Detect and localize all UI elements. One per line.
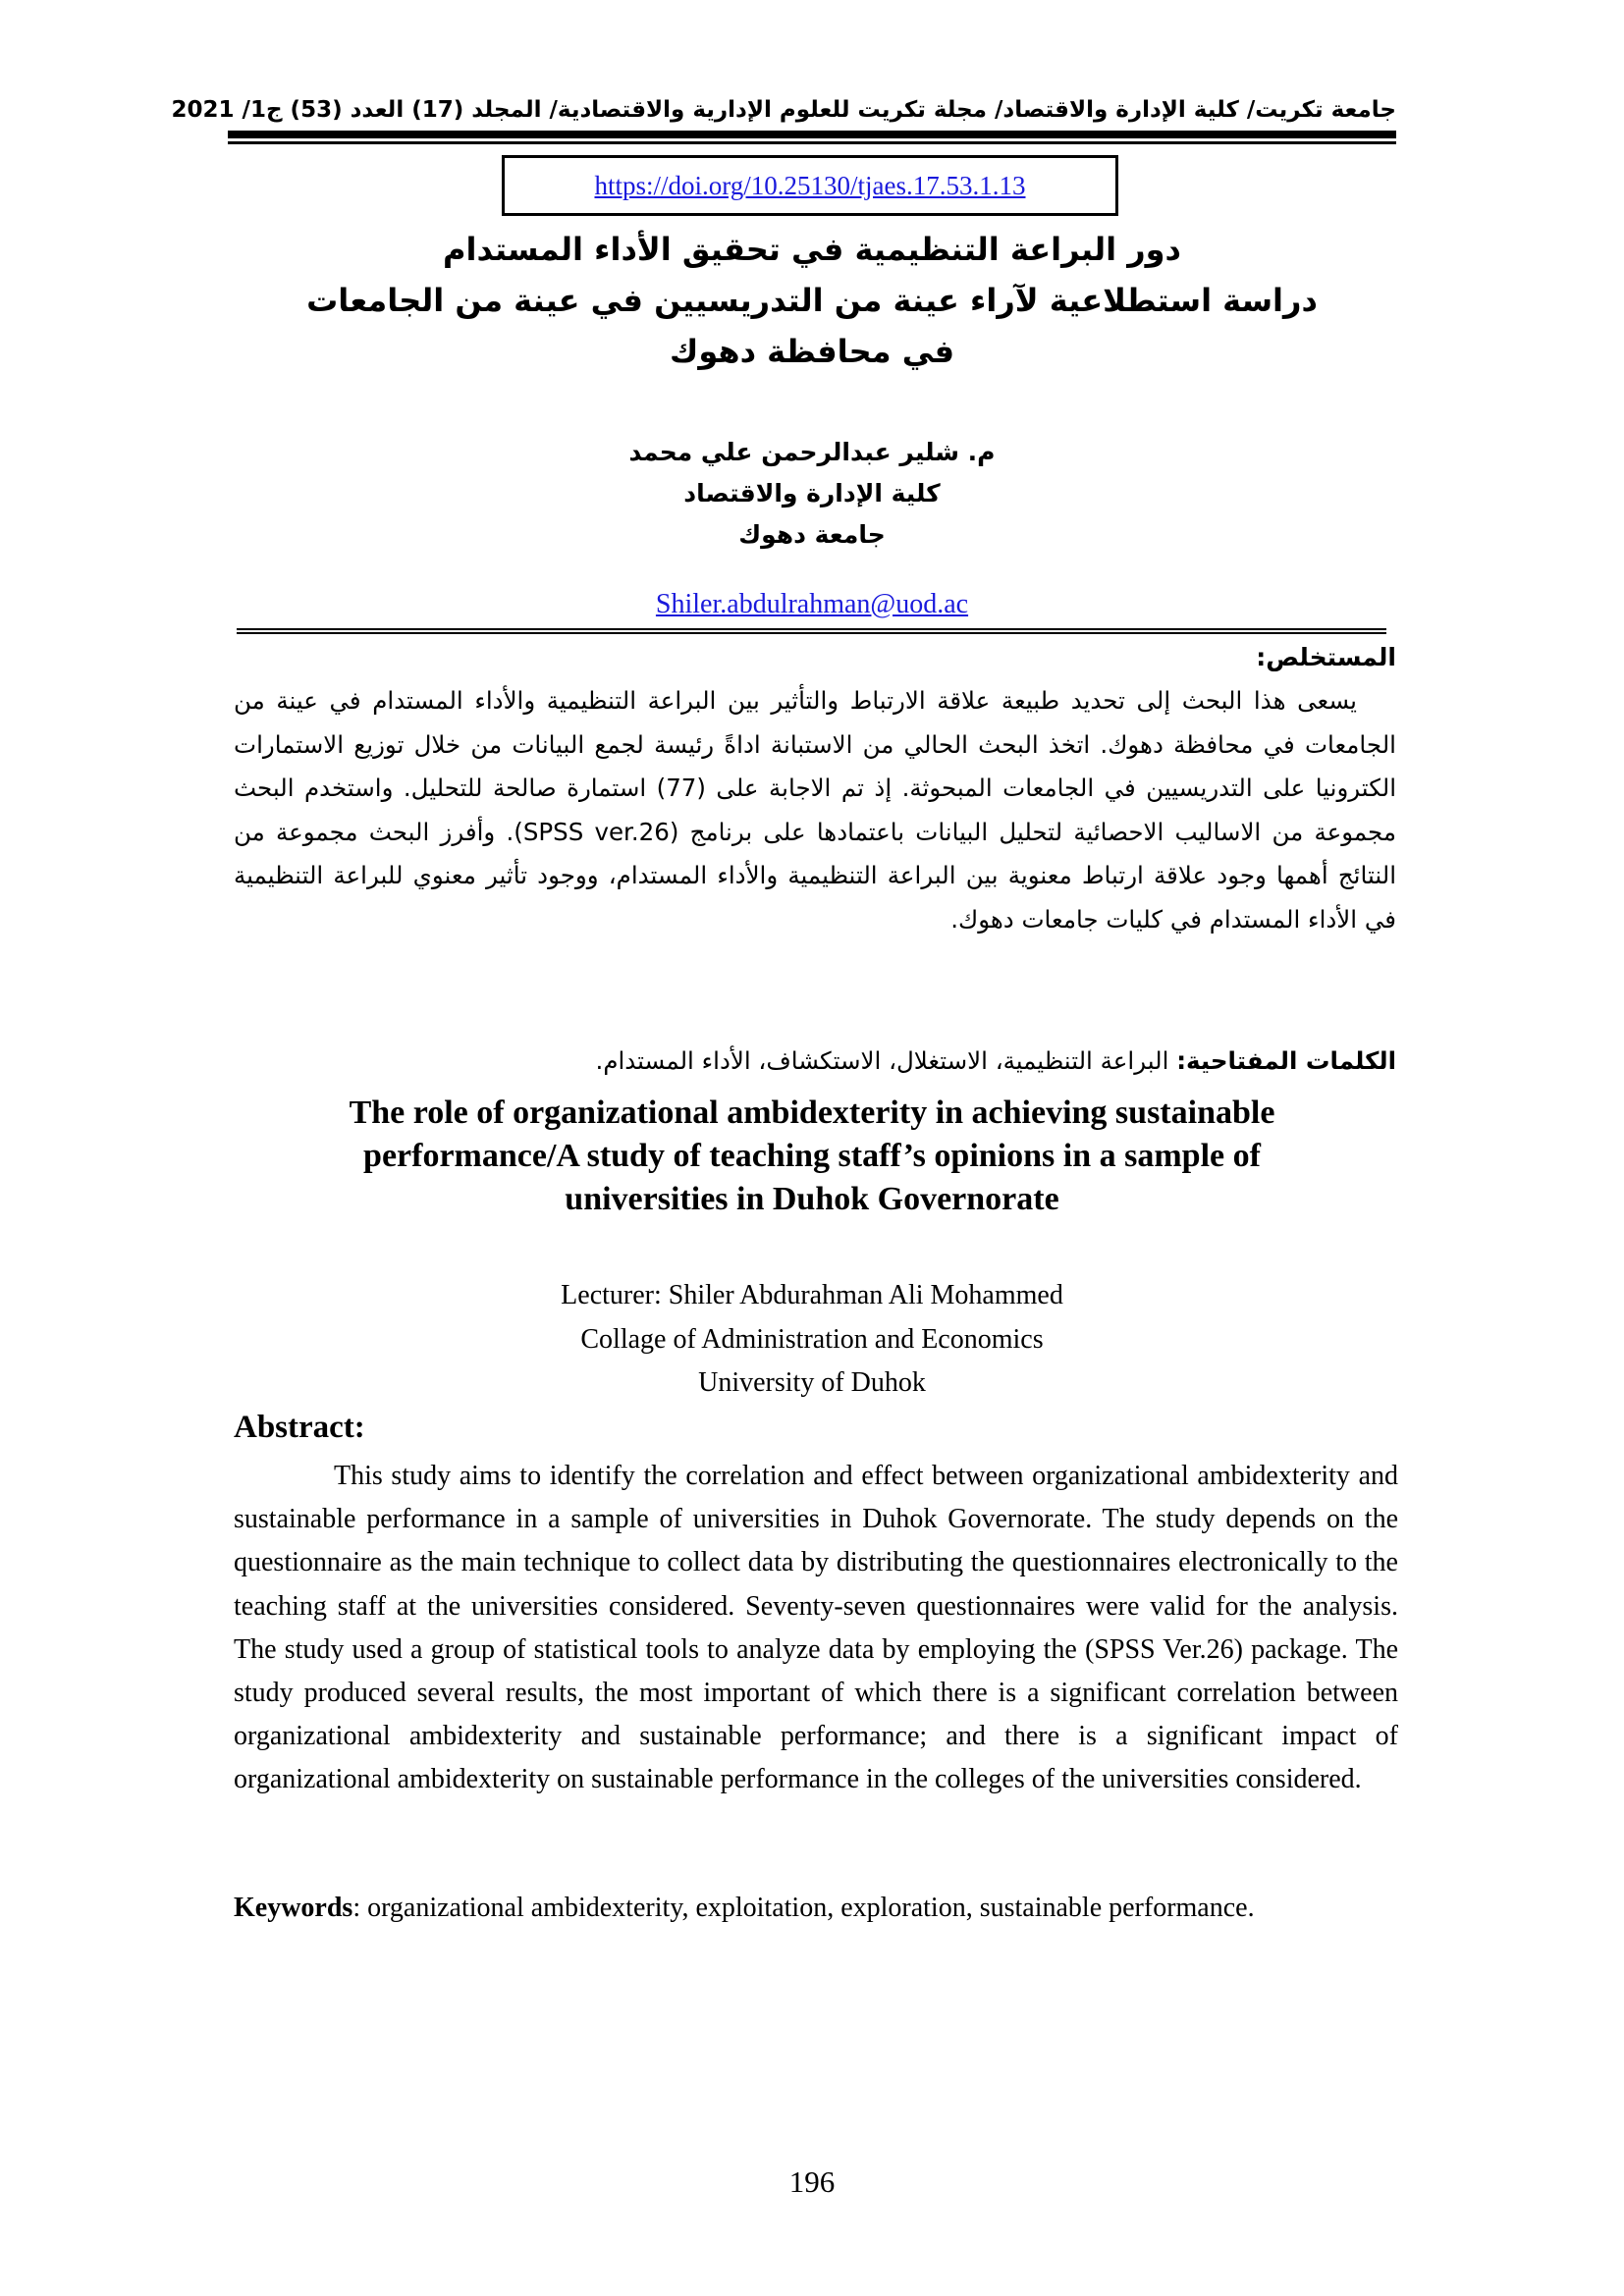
doi-box (502, 155, 1118, 216)
arabic-title-line-2: دراسة استطلاعية لآراء عينة من التدريسيين في عينة من الجامعات (306, 282, 1318, 319)
separator-rule-bottom (237, 632, 1386, 634)
arabic-title-line-1: دور البراعة التنظيمية في تحقيق الأداء المستدام (443, 231, 1181, 268)
english-title-line-1: The role of organizational ambidexterity in achieving sustainable (349, 1095, 1275, 1131)
author-email (228, 587, 1396, 622)
arabic-keywords (234, 1040, 1396, 1083)
arabic-keywords-label: الكلمات المفتاحية: (1176, 1046, 1396, 1075)
doi-link[interactable]: https://doi.org/10.25130/tjaes.17.53.1.13 (594, 170, 1026, 200)
english-keywords-label: Keywords (234, 1893, 353, 1923)
english-keywords (234, 1887, 1398, 1930)
english-title-line-3: universities in Duhok Governorate (565, 1181, 1059, 1217)
separator-rule-top (237, 628, 1386, 630)
english-abstract-body: This study aims to identify the correlation and effect between organizational ambidexterity and sustainable performance in a sample of universities in Duhok Governorate. The study depends on the questionnaire as the main technique to collect data by distributing the questionnaires electronically to the teaching staff at the universities considered. Seventy-seven questionnaires were valid for the analysis. The study used a group of statistical tools to analyze data by employing the (SPSS Ver.26) package. The study produced several results, the most important of which there is a significant correlation between organizational ambidexterity and sustainable performance; and there is a significant impact of organizational ambidexterity on sustainable performance in the colleges of the universities considered. (234, 1461, 1398, 1795)
english-title (228, 1092, 1396, 1221)
arabic-abstract-body: يسعى هذا البحث إلى تحديد طبيعة علاقة الارتباط والتأثير بين البراعة التنظيمية والأداء المستدام في عينة من الجامعات في محافظة دهوك. اتخذ البحث الحالي من الاستبانة اداةً رئيسة لجمع البيانات من خلال توزيع الاستمارات الكترونيا على التدريسيين في الجامعات المبحوثة. إذ تم الاجابة على (77) استمارة صالحة للتحليل. واستخدم البحث مجموعة من الاساليب الاحصائية لتحليل البيانات باعتمادها على برنامج (SPSS ver.26). وأفرز البحث مجموعة من النتائج أهمها وجود علاقة ارتباط معنوية بين البراعة التنظيمية والأداء المستدام، ووجود تأثير معنوي للبراعة التنظيمية في الأداء المستدام في كليات جامعات دهوك. (234, 686, 1396, 934)
running-header: جامعة تكريت/ كلية الإدارة والاقتصاد/ مجلة تكريت للعلوم الإدارية والاقتصادية/ المجلد (17) العدد (53) ج1/ 2021 (171, 97, 1396, 123)
arabic-author-block (228, 432, 1396, 556)
english-title-line-2: performance/A study of teaching staff’s opinions in a sample of (363, 1138, 1261, 1174)
header-rule-thin (228, 141, 1396, 144)
arabic-title-line-3: في محافظة دهوك (669, 333, 955, 370)
english-author-college: Collage of Administration and Economics (580, 1323, 1044, 1355)
header-rule-thick (228, 131, 1396, 138)
arabic-title (228, 224, 1396, 377)
english-author-university: University of Duhok (698, 1367, 926, 1398)
english-author-block (228, 1274, 1396, 1406)
english-author-name: Lecturer: Shiler Abdurahman Ali Mohammed (561, 1280, 1063, 1310)
arabic-abstract (234, 679, 1396, 941)
arabic-abstract-heading: المستخلص: (1256, 643, 1396, 671)
arabic-keywords-list: البراعة التنظيمية، الاستغلال، الاستكشاف، الأداء المستدام. (595, 1046, 1169, 1075)
arabic-author-name: م. شلير عبدالرحمن علي محمد (628, 438, 996, 466)
page-number: 196 (788, 2164, 836, 2199)
english-abstract (234, 1455, 1398, 1802)
arabic-author-college: كلية الإدارة والاقتصاد (683, 479, 941, 507)
author-email-link[interactable]: Shiler.abdulrahman@uod.ac (655, 589, 969, 619)
english-keywords-list: : organizational ambidexterity, exploitation, exploration, sustainable performance. (352, 1893, 1255, 1923)
arabic-author-university: جامعة دهوك (738, 520, 886, 549)
english-abstract-heading: Abstract: (234, 1410, 365, 1445)
